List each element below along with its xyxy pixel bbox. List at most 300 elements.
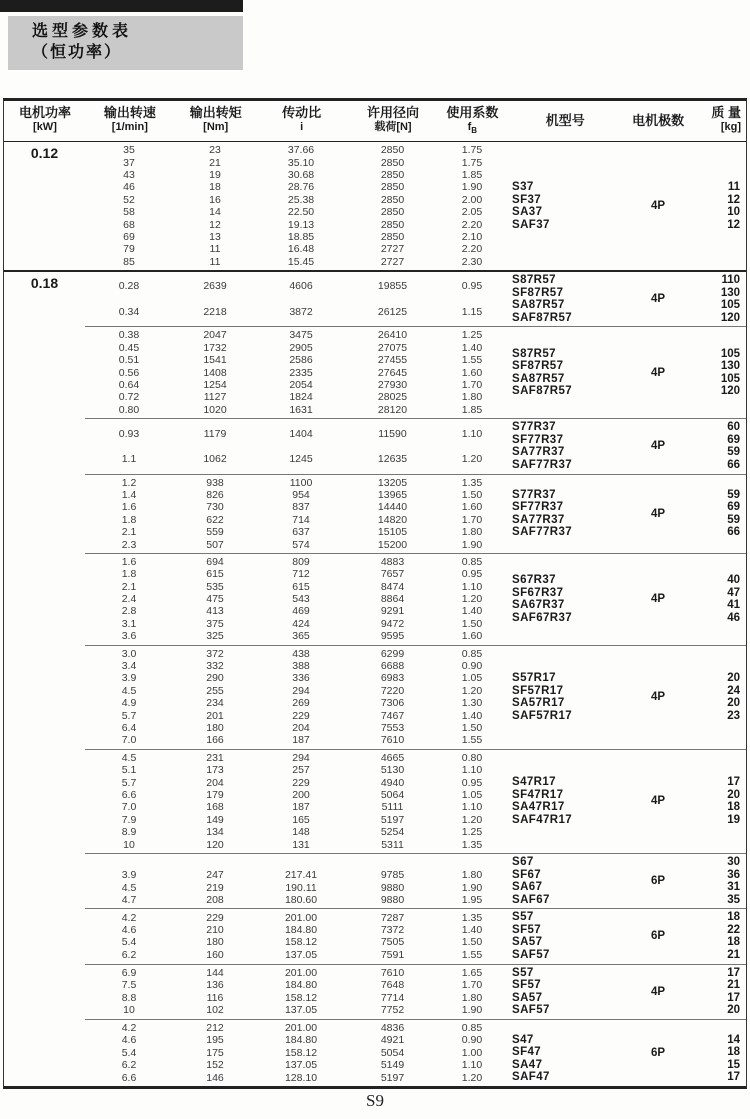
model-list: [504, 274, 626, 324]
table-cell: 18: [209, 181, 221, 194]
table-cell: 1.85: [461, 168, 483, 181]
model-list: [504, 911, 626, 961]
data-rows: [85, 477, 504, 551]
table-row: [85, 342, 504, 354]
table-cell: 1.20: [461, 452, 483, 465]
table-cell: 15.45: [287, 255, 315, 268]
table-cell: 5.7: [121, 709, 137, 722]
mass-value: 110: [721, 274, 740, 287]
data-rows: [85, 752, 504, 851]
table-cell: 13: [209, 230, 221, 243]
table-row: [85, 752, 504, 764]
table-cell: 144: [206, 967, 224, 980]
table-cell: 7714: [380, 991, 405, 1004]
mass-value: 130: [720, 360, 740, 373]
table-cell: 365: [292, 630, 310, 643]
table-row: [85, 593, 504, 605]
table-cell: 6983: [380, 672, 405, 685]
mass-value: 18: [727, 1046, 740, 1059]
table-cell: 7.0: [121, 734, 137, 747]
title-line-2: （恒功率）: [32, 44, 123, 61]
table-row: [85, 764, 504, 776]
model-name: SAF87R57: [512, 311, 573, 324]
table-cell: 8864: [380, 593, 405, 606]
mass-value: 10: [727, 206, 740, 219]
table-cell: 11590: [378, 427, 407, 440]
header-power-label: 电机功率: [18, 105, 71, 120]
mass-list: [690, 648, 746, 747]
table-cell: 1.55: [461, 734, 483, 747]
table-cell: 0.34: [118, 305, 140, 318]
table-cell: 7610: [380, 734, 405, 747]
header-torque-label: 输出转矩: [189, 105, 242, 120]
table-cell: 1.6: [121, 501, 137, 514]
header-speed: [86, 105, 174, 137]
mass-value: 17: [727, 991, 740, 1004]
model-list: [504, 648, 626, 747]
table-cell: 7591: [380, 948, 405, 961]
table-cell: 2727: [380, 255, 405, 268]
table-cell: 2727: [380, 243, 405, 256]
table-cell: 37: [123, 156, 135, 169]
table-row: [85, 789, 504, 801]
table-row: [85, 722, 504, 734]
table-cell: 1.80: [461, 391, 483, 404]
table-cell: 16.48: [287, 243, 315, 256]
table-cell: 184.80: [284, 1034, 318, 1047]
table-cell: 2.00: [461, 193, 483, 206]
mass-value: 105: [720, 299, 740, 312]
table-cell: 14: [209, 206, 221, 219]
model-name: SF77R37: [512, 501, 564, 514]
table-cell: 210: [206, 924, 224, 937]
table-cell: 1.90: [461, 881, 483, 894]
table-row: [85, 354, 504, 366]
model-name: SAF77R37: [512, 526, 573, 539]
mass-value: 21: [727, 949, 740, 962]
table-cell: 4.2: [121, 1022, 137, 1035]
table-cell: 4921: [380, 1034, 405, 1047]
table-cell: 137.05: [284, 948, 318, 961]
table-cell: 28025: [377, 391, 408, 404]
table-cell: 5254: [380, 826, 405, 839]
model-list: [504, 856, 626, 906]
poles-value: 4P: [650, 691, 666, 704]
power-value: 0.18: [30, 275, 59, 292]
table-row: [85, 660, 504, 672]
table-cell: 26125: [377, 305, 408, 318]
table-cell: 1179: [203, 427, 227, 440]
table-cell: 0.85: [461, 1022, 483, 1035]
table-cell: 12: [209, 218, 221, 231]
header-ratio: [258, 105, 346, 137]
table-cell: 372: [206, 647, 224, 660]
table-cell: 160: [206, 948, 224, 961]
table-cell: 6.4: [121, 722, 137, 734]
poles-value: 4P: [650, 985, 666, 998]
mass-value: 18: [727, 911, 740, 924]
table-cell: 2218: [203, 305, 227, 318]
table-cell: 131: [292, 838, 310, 851]
table-cell: 7553: [380, 722, 405, 734]
model-name: S57: [512, 911, 534, 924]
table-cell: 7.5: [121, 979, 137, 992]
table-cell: 7306: [380, 697, 405, 710]
header-load: [346, 105, 441, 137]
table-cell: 7505: [380, 936, 405, 949]
poles-value: 4P: [650, 507, 666, 520]
table-row: [85, 648, 504, 660]
mass-list: [690, 329, 746, 416]
table-row: [85, 144, 504, 156]
table-cell: 187: [292, 801, 310, 814]
table-row: [85, 1072, 504, 1084]
mass-value: 59: [727, 488, 740, 501]
table-row: [85, 630, 504, 642]
table-cell: 0.51: [118, 354, 140, 367]
table-cell: 1.80: [461, 526, 483, 539]
table-cell: 5.7: [121, 776, 137, 789]
table-cell: 3.1: [121, 617, 137, 630]
table-cell: 179: [206, 788, 224, 801]
table-cell: 1.70: [461, 513, 483, 526]
model-name: SA47: [512, 1058, 543, 1071]
table-cell: 28120: [377, 403, 408, 416]
table-cell: 6.6: [121, 1071, 137, 1084]
table-row: [85, 1022, 504, 1034]
table-row: [85, 912, 504, 924]
table-cell: 7220: [380, 684, 405, 697]
table-cell: 6.9: [121, 967, 137, 980]
table-cell: 294: [292, 684, 310, 697]
mass-value: 21: [727, 979, 740, 992]
table-cell: 9880: [380, 881, 405, 894]
model-list: [504, 556, 626, 643]
table-cell: 413: [206, 605, 224, 618]
table-cell: 4606: [289, 280, 313, 293]
model-name: SAF37: [512, 218, 550, 231]
model-name: S67R37: [512, 574, 556, 587]
header-load-unit: 载荷[N]: [374, 121, 412, 133]
table-cell: 730: [206, 501, 224, 514]
mass-value: 11: [727, 180, 740, 193]
table-cell: 1.30: [461, 697, 483, 710]
table-cell: 1.4: [121, 488, 137, 501]
mass-value: 18: [727, 801, 740, 814]
table-cell: 4.6: [121, 924, 137, 937]
model-name: SF57: [512, 979, 542, 992]
mass-value: 19: [727, 813, 740, 826]
table-cell: 8474: [380, 580, 405, 593]
model-name: SA57: [512, 936, 543, 949]
table-cell: 3.9: [121, 869, 137, 882]
model-name: SAF87R57: [512, 385, 573, 398]
table-cell: 27455: [377, 354, 408, 367]
table-cell: 6.2: [121, 948, 137, 961]
table-row: [85, 306, 504, 318]
header-poles: [626, 105, 690, 137]
table-cell: 559: [206, 526, 224, 539]
mass-value: 12: [727, 218, 740, 231]
table-row: [85, 1004, 504, 1016]
mass-list: [690, 752, 746, 851]
table-cell: 1408: [203, 366, 227, 379]
table-cell: 7.9: [121, 813, 137, 826]
model-name: S57R17: [512, 672, 556, 685]
table-row: [85, 206, 504, 218]
table-cell: 4.2: [121, 911, 137, 924]
table-row: [85, 329, 504, 341]
table-row: [85, 219, 504, 231]
table-cell: 37.66: [287, 144, 315, 157]
table-cell: 180: [206, 936, 224, 949]
mass-list: [690, 144, 746, 268]
mass-value: 35: [727, 893, 740, 906]
table-cell: 469: [292, 605, 310, 618]
table-cell: 2639: [203, 280, 227, 293]
table-cell: 3.0: [121, 647, 137, 660]
table-cell: 158.12: [284, 1046, 318, 1059]
table-cell: 4.6: [121, 1034, 137, 1047]
table-row: [85, 404, 504, 416]
table-cell: 166: [206, 734, 224, 747]
data-rows: [85, 648, 504, 747]
model-name: SA57R17: [512, 697, 565, 710]
table-cell: 165: [292, 813, 310, 826]
table-cell: 10: [123, 838, 135, 851]
table-row: [85, 514, 504, 526]
table-row: [85, 501, 504, 513]
table-cell: 22.50: [287, 206, 315, 219]
table-cell: 184.80: [284, 979, 318, 992]
table-row: [85, 777, 504, 789]
model-name: SF47: [512, 1046, 542, 1059]
data-rows: [85, 556, 504, 643]
mass-value: 15: [727, 1058, 740, 1071]
table-cell: 1.40: [461, 924, 483, 937]
table-row: [85, 489, 504, 501]
table-row: [85, 734, 504, 746]
table-cell: 4.9: [121, 697, 137, 710]
model-name: S67: [512, 855, 534, 868]
table-group: [85, 645, 746, 749]
table-cell: 712: [292, 568, 310, 581]
model-name: SA57: [512, 991, 543, 1004]
table-cell: 1631: [289, 403, 313, 416]
header-power: [4, 105, 86, 137]
table-row: [85, 231, 504, 243]
table-group: [85, 272, 746, 326]
table-cell: 190.11: [285, 881, 317, 894]
table-cell: 5054: [380, 1046, 405, 1059]
table-cell: 4.5: [121, 881, 137, 894]
table-row: [85, 1047, 504, 1059]
mass-value: 17: [727, 776, 740, 789]
table-cell: 217.41: [284, 869, 318, 882]
table-cell: 294: [292, 751, 310, 764]
header-mass-unit: [kg]: [720, 121, 741, 133]
table-row: [85, 826, 504, 838]
model-name: SF57R17: [512, 684, 564, 697]
table-cell: 1.70: [461, 979, 483, 992]
table-cell: 0.85: [461, 647, 483, 660]
table-row: [85, 1034, 504, 1046]
table-cell: 2054: [289, 379, 313, 392]
table-cell: 149: [206, 813, 224, 826]
table-cell: 5197: [380, 813, 405, 826]
table-cell: 1020: [203, 403, 227, 416]
table-cell: 615: [206, 568, 224, 581]
model-name: SAF57R17: [512, 709, 573, 722]
table-cell: 3.9: [121, 672, 137, 685]
table-cell: 1.25: [461, 826, 483, 839]
table-cell: 375: [206, 617, 224, 630]
table-cell: 5311: [381, 838, 404, 851]
table-row: [85, 477, 504, 489]
table-cell: 13965: [377, 488, 408, 501]
table-cell: 2335: [289, 366, 313, 379]
table-cell: 1.6: [121, 555, 137, 568]
table-cell: 187: [292, 734, 310, 747]
table-group: [85, 474, 746, 553]
model-list: [504, 144, 626, 268]
table-row: [85, 1059, 504, 1071]
table-cell: 1.10: [461, 801, 483, 814]
poles-value: 4P: [650, 293, 666, 306]
table-cell: 336: [292, 672, 310, 685]
table-cell: 1.90: [461, 1004, 483, 1017]
table-cell: 201.00: [284, 967, 318, 980]
table-cell: 3.6: [121, 630, 137, 643]
poles-value: 4P: [650, 440, 666, 453]
header-torque: [174, 105, 258, 137]
mass-value: 60: [727, 421, 740, 434]
table-cell: 204: [206, 776, 224, 789]
model-name: S47: [512, 1033, 534, 1046]
table-cell: 9291: [380, 605, 405, 618]
table-cell: 6.2: [121, 1059, 137, 1072]
header-ratio-unit: i: [300, 121, 304, 133]
table-cell: 837: [292, 501, 310, 514]
table-cell: 7752: [380, 1004, 405, 1017]
data-rows: [85, 421, 504, 471]
table-cell: 290: [206, 672, 224, 685]
table-cell: 2850: [380, 144, 405, 157]
model-name: SF67R37: [512, 586, 564, 599]
table-cell: 15200: [377, 538, 408, 551]
table-cell: 79: [123, 243, 135, 256]
table-cell: 0.38: [118, 329, 140, 342]
table-row: [85, 801, 504, 813]
model-name: SA37: [512, 206, 543, 219]
table-cell: 2905: [289, 341, 313, 354]
table-cell: 19: [209, 168, 221, 181]
table-cell: 2.10: [461, 230, 483, 243]
table-row: [85, 882, 504, 894]
table-cell: 5.4: [121, 936, 137, 949]
table-cell: 14440: [377, 501, 408, 514]
table-cell: 7657: [380, 568, 405, 581]
table-cell: 6299: [380, 647, 405, 660]
table-cell: 2.3: [121, 538, 137, 551]
model-name: SA87R57: [512, 299, 565, 312]
table-cell: 2.8: [121, 605, 137, 618]
table-cell: 1.70: [461, 379, 483, 392]
mass-list: [690, 856, 746, 906]
table-cell: 1.20: [461, 684, 483, 697]
table-cell: 1.35: [461, 911, 483, 924]
mass-value: 17: [727, 1071, 740, 1084]
table-cell: 0.95: [461, 280, 483, 293]
mass-value: 40: [727, 574, 740, 587]
model-list: [504, 477, 626, 551]
model-name: SA67R37: [512, 599, 565, 612]
power-block: [4, 270, 746, 1086]
table-cell: 2047: [203, 329, 227, 342]
model-name: SAF77R37: [512, 458, 573, 471]
model-name: SF77R37: [512, 433, 564, 446]
table-cell: 231: [206, 751, 224, 764]
table-cell: 0.64: [118, 379, 140, 392]
poles-value: 6P: [650, 1047, 666, 1059]
table-cell: 1.20: [461, 813, 483, 826]
table-row: [85, 581, 504, 593]
table-cell: 35: [123, 144, 135, 157]
data-rows: [85, 1022, 504, 1084]
table-row: [85, 157, 504, 169]
table-cell: 5111: [381, 801, 404, 814]
header-model: [504, 105, 626, 137]
table-cell: 116: [206, 991, 224, 1004]
table-cell: 2.20: [461, 218, 483, 231]
table-cell: 938: [206, 476, 224, 489]
model-name: SAF67: [512, 893, 550, 906]
table-cell: 1.80: [461, 991, 483, 1004]
table-cell: 5130: [380, 764, 405, 777]
header-power-unit: [kW]: [33, 121, 57, 133]
mass-value: 20: [727, 1004, 740, 1017]
table-row: [85, 556, 504, 568]
table-row: [85, 280, 504, 292]
table-cell: 8.8: [121, 991, 137, 1004]
power-value: 0.12: [30, 145, 59, 162]
mass-value: 20: [727, 788, 740, 801]
mass-list: [690, 911, 746, 961]
table-cell: 0.56: [118, 366, 140, 379]
table-cell: 1.55: [461, 948, 483, 961]
table-cell: 2850: [380, 206, 405, 219]
model-name: SAF47R17: [512, 813, 573, 826]
table-cell: 204: [292, 722, 310, 734]
table-group: [85, 553, 746, 645]
table-cell: 173: [206, 764, 224, 777]
table-cell: 4665: [380, 751, 405, 764]
table-cell: 0.72: [118, 391, 140, 404]
model-name: S47R17: [512, 776, 556, 789]
mass-list: [690, 274, 746, 324]
header-speed-label: 输出转速: [103, 105, 156, 120]
page-number: S9: [366, 1091, 384, 1110]
table-cell: 438: [292, 647, 310, 660]
model-name: S77R37: [512, 421, 556, 434]
table-cell: 1.20: [461, 1071, 483, 1084]
model-name: SF47R17: [512, 788, 564, 801]
table-cell: 208: [206, 893, 224, 906]
table-cell: 5.4: [121, 1046, 137, 1059]
table-cell: 2.05: [461, 206, 483, 219]
table-cell: 1.00: [461, 1046, 483, 1059]
mass-value: 22: [727, 923, 740, 936]
